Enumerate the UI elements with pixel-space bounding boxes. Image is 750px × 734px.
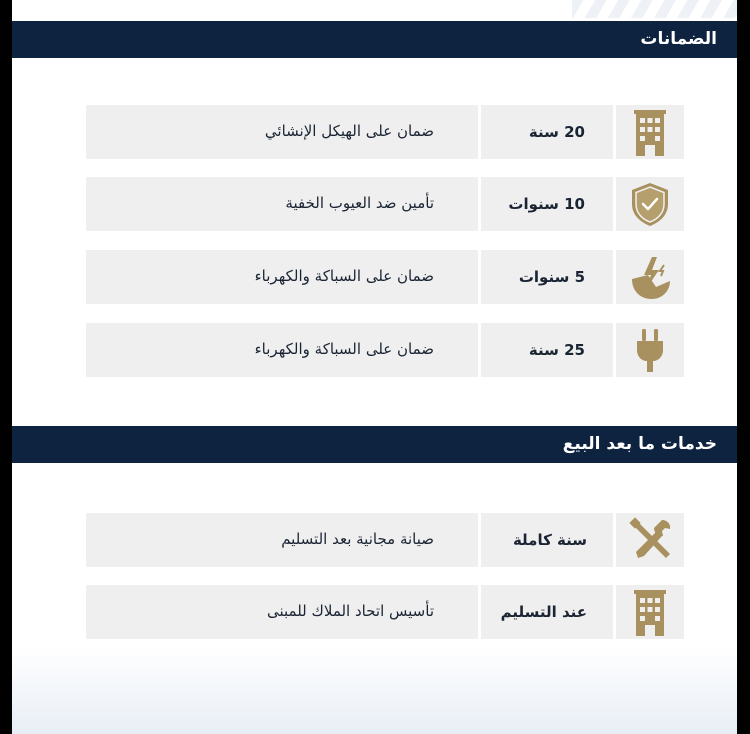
service-row [86, 585, 684, 639]
after-sales-header [12, 426, 737, 463]
after-sales-title: خدمات ما بعد البيع [562, 434, 717, 454]
warranties-title: الضمانات [640, 29, 717, 49]
service-duration: سنة كاملة [512, 531, 587, 549]
warranty-row [86, 105, 684, 159]
building-icon [626, 108, 674, 156]
service-description: تأسيس اتحاد الملاك للمبنى [266, 602, 434, 620]
warranty-row [86, 250, 684, 304]
plug-icon [626, 326, 674, 374]
warranty-row [86, 323, 684, 377]
warranty-duration: 10 سنوات [508, 195, 585, 213]
shield-check-icon [626, 180, 674, 228]
warranty-description: ضمان على السباكة والكهرباء [254, 267, 434, 285]
service-row [86, 513, 684, 567]
tools-icon [626, 516, 674, 564]
warranty-row [86, 177, 684, 231]
page [12, 0, 737, 734]
warranty-description: ضمان على السباكة والكهرباء [254, 340, 434, 358]
warranty-description: ضمان على الهيكل الإنشائي [264, 122, 434, 140]
service-description: صيانة مجانية بعد التسليم [281, 530, 434, 548]
building-icon [626, 588, 674, 636]
lightning-icon [626, 253, 674, 301]
warranty-duration: 20 سنة [528, 123, 585, 141]
warranties-header [12, 21, 737, 58]
warranty-duration: 25 سنة [528, 341, 585, 359]
decorative-strip [572, 0, 737, 18]
warranty-description: تأمين ضد العيوب الخفية [285, 194, 434, 212]
service-duration: عند التسليم [500, 603, 587, 621]
warranty-duration: 5 سنوات [518, 268, 585, 286]
